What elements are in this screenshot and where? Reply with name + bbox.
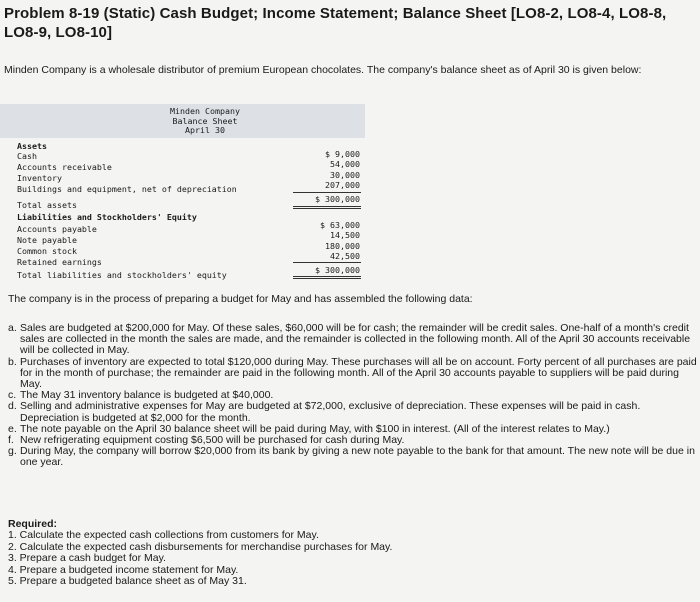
- double-rule: [293, 206, 361, 207]
- liability-value: 42,500: [330, 251, 360, 261]
- asset-label: Inventory: [17, 173, 62, 183]
- item-marker: f.: [8, 434, 14, 447]
- statement-date: April 30: [185, 125, 225, 136]
- list-item: [8, 401, 698, 423]
- item-marker: b.: [8, 355, 17, 368]
- liability-label: Note payable: [17, 235, 77, 245]
- asset-value: 207,000: [325, 180, 360, 190]
- asset-value: 30,000: [330, 170, 360, 180]
- total-assets-label: Total assets: [17, 200, 77, 210]
- list-item: [8, 323, 698, 357]
- asset-value: $ 9,000: [325, 149, 360, 159]
- company-name: Minden Company: [170, 106, 240, 116]
- liability-label: Accounts payable: [17, 224, 97, 234]
- item-marker: c.: [8, 389, 17, 402]
- required-item: 5. Prepare a budgeted balance sheet as of May 31.: [8, 575, 247, 588]
- subtotal-rule: [293, 192, 361, 193]
- asset-value: 54,000: [330, 159, 360, 169]
- required-item: 1. Calculate the expected cash collections from customers for May.: [8, 529, 319, 541]
- required-item: 2. Calculate the expected cash disbursements for merchandise purchases for May.: [8, 540, 393, 553]
- required-item: 3. Prepare a cash budget for May.: [8, 552, 166, 565]
- item-text: The note payable on the April 30 balance sheet will be paid during May, with $100 in interest. (All of the interest relates to May.): [20, 422, 610, 435]
- item-marker: e.: [8, 422, 17, 435]
- total-liab-value: $ 300,000: [315, 265, 360, 275]
- statement-name: Balance Sheet: [172, 115, 238, 126]
- item-text: During May, the company will borrow $20,000 from its bank by giving a new note payable to the bank for that amount. The new note will be due in one year.: [20, 445, 695, 469]
- required-heading: Required:: [8, 518, 58, 530]
- asset-label: Cash: [17, 151, 37, 161]
- liability-label: Retained earnings: [17, 257, 102, 267]
- item-text: The May 31 inventory balance is budgeted at $40,000.: [20, 389, 274, 402]
- total-assets-value: $ 300,000: [315, 194, 360, 204]
- liability-value: $ 63,000: [320, 220, 360, 230]
- item-text: Sales are budgeted at $200,000 for May. Of these sales, $60,000 will be for cash; the remainder will be credit sales. One-half of a month's credit sales are collected in the month the sales are made, and the remainder is collected in the following month. All of the April 30 accounts receivable will be collected in May.: [20, 322, 691, 357]
- liability-value: 180,000: [325, 241, 360, 251]
- total-liab-label: Total liabilities and stockholders' equity: [17, 270, 227, 280]
- required-list: [8, 530, 698, 588]
- list-item: [8, 357, 698, 391]
- list-item: [8, 446, 698, 468]
- asset-label: Buildings and equipment, net of depreciation: [17, 184, 237, 194]
- required-item: 4. Prepare a budgeted income statement for May.: [8, 563, 239, 576]
- double-rule: [293, 278, 361, 279]
- asset-label: Accounts receivable: [17, 162, 112, 172]
- page-title: Problem 8-19 (Static) Cash Budget; Income Statement; Balance Sheet [LO8-2, LO8-4, LO8-8, LO8-9, LO8-10]: [4, 5, 667, 41]
- item-marker: g.: [8, 445, 17, 458]
- liability-label: Common stock: [17, 246, 77, 256]
- assets-heading: Assets: [17, 141, 47, 151]
- item-marker: a.: [8, 322, 17, 334]
- double-rule: [293, 208, 361, 209]
- item-text: New refrigerating equipment costing $6,500 will be purchased for cash during May.: [20, 434, 405, 447]
- item-text: Selling and administrative expenses for May are budgeted at $72,000, exclusive of depreciation. These expenses will be paid in cash. Depreciation is budgeted at $2,000 for the month.: [20, 400, 641, 424]
- liabilities-heading: Liabilities and Stockholders' Equity: [17, 212, 197, 222]
- data-list: [8, 323, 698, 469]
- double-rule: [293, 276, 361, 277]
- balance-sheet-header: [0, 104, 365, 138]
- subtotal-rule: [293, 262, 361, 263]
- item-marker: d.: [8, 400, 17, 413]
- item-text: Purchases of inventory are expected to total $120,000 during May. These purchases will all be on account. Forty percent of all purchases are paid for in the month of purchase; the remainder are paid in the following month. All of the April 30 accounts payable to suppliers will be paid during May.: [20, 355, 697, 391]
- intro-text: Minden Company is a wholesale distributor of premium European chocolates. The company's balance sheet as of April 30 is given below:: [4, 64, 642, 76]
- data-intro: The company is in the process of preparing a budget for May and has assembled the following data:: [8, 293, 473, 305]
- liability-value: 14,500: [330, 230, 360, 240]
